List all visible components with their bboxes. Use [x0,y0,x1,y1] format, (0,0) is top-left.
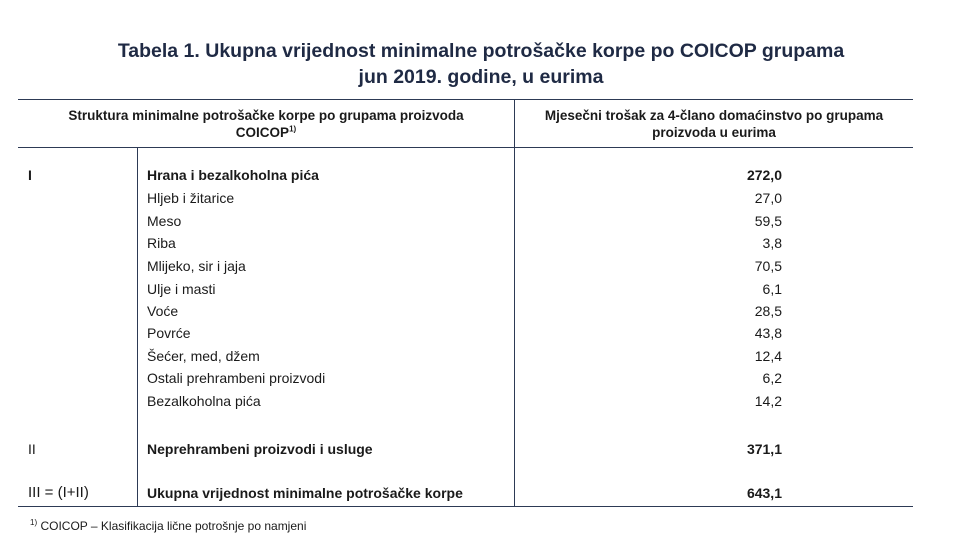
footnote-marker: 1) [289,124,297,134]
table-bottom-rule [18,506,913,507]
group-name: Neprehrambeni proizvodi i usluge [147,441,373,457]
table-subtitle: jun 2019. godine, u eurima [358,66,604,88]
item-name: Riba [147,235,176,251]
item-value: 6,1 [762,281,782,297]
item-value: 12,4 [754,348,782,364]
footnote-text: COICOP – Klasifikacija lične potrošnje po namjeni [37,519,307,533]
item-name: Voće [147,303,179,319]
coicop-label: COICOP [235,125,290,140]
item-name: Mlijeko, sir i jaja [147,258,246,274]
value-column-divider [514,147,515,506]
footnote-sup: 1) [30,518,38,527]
item-value: 59,5 [754,213,782,229]
group-code: I [28,167,32,183]
column-header-cost-line1: Mjesečni trošak za 4-člano domaćinstvo po grupama [544,108,884,123]
item-name: Meso [147,213,182,229]
column-header-cost-line2: proizvoda u eurima [652,125,776,140]
column-header-structure-line1: Struktura minimalne potrošačke korpe po grupama proizvoda [68,108,464,123]
column-header-cost [515,107,913,141]
item-value: 3,8 [762,235,782,251]
item-name: Ulje i masti [147,281,216,297]
code-column-divider [137,147,138,506]
item-name: Hljeb i žitarice [147,190,235,206]
header-bottom-rule [18,147,913,148]
item-name: Povrće [147,325,191,341]
total-name: Ukupna vrijednost minimalne potrošačke korpe [147,485,463,501]
group-name: Hrana i bezalkoholna pića [147,167,319,183]
footnote [30,519,306,533]
item-name: Šećer, med, džem [147,348,260,364]
item-value: 28,5 [754,303,782,319]
group-value: 272,0 [746,167,782,183]
total-value: 643,1 [746,485,782,501]
item-name: Bezalkoholna pića [147,393,261,409]
column-header-structure-line2 [18,124,514,141]
group-code: II [28,441,36,457]
item-value: 70,5 [754,258,782,274]
item-value: 43,8 [754,325,782,341]
table-top-rule [18,99,913,100]
item-value: 14,2 [754,393,782,409]
total-code: III = (I+II) [28,484,89,501]
item-name: Ostali prehrambeni proizvodi [147,370,326,386]
column-header-structure [18,107,514,141]
table-title: Tabela 1. Ukupna vrijednost minimalne potrošačke korpe po COICOP grupama [117,40,845,62]
item-value: 27,0 [754,190,782,206]
group-value: 371,1 [746,441,782,457]
item-value: 6,2 [762,370,782,386]
